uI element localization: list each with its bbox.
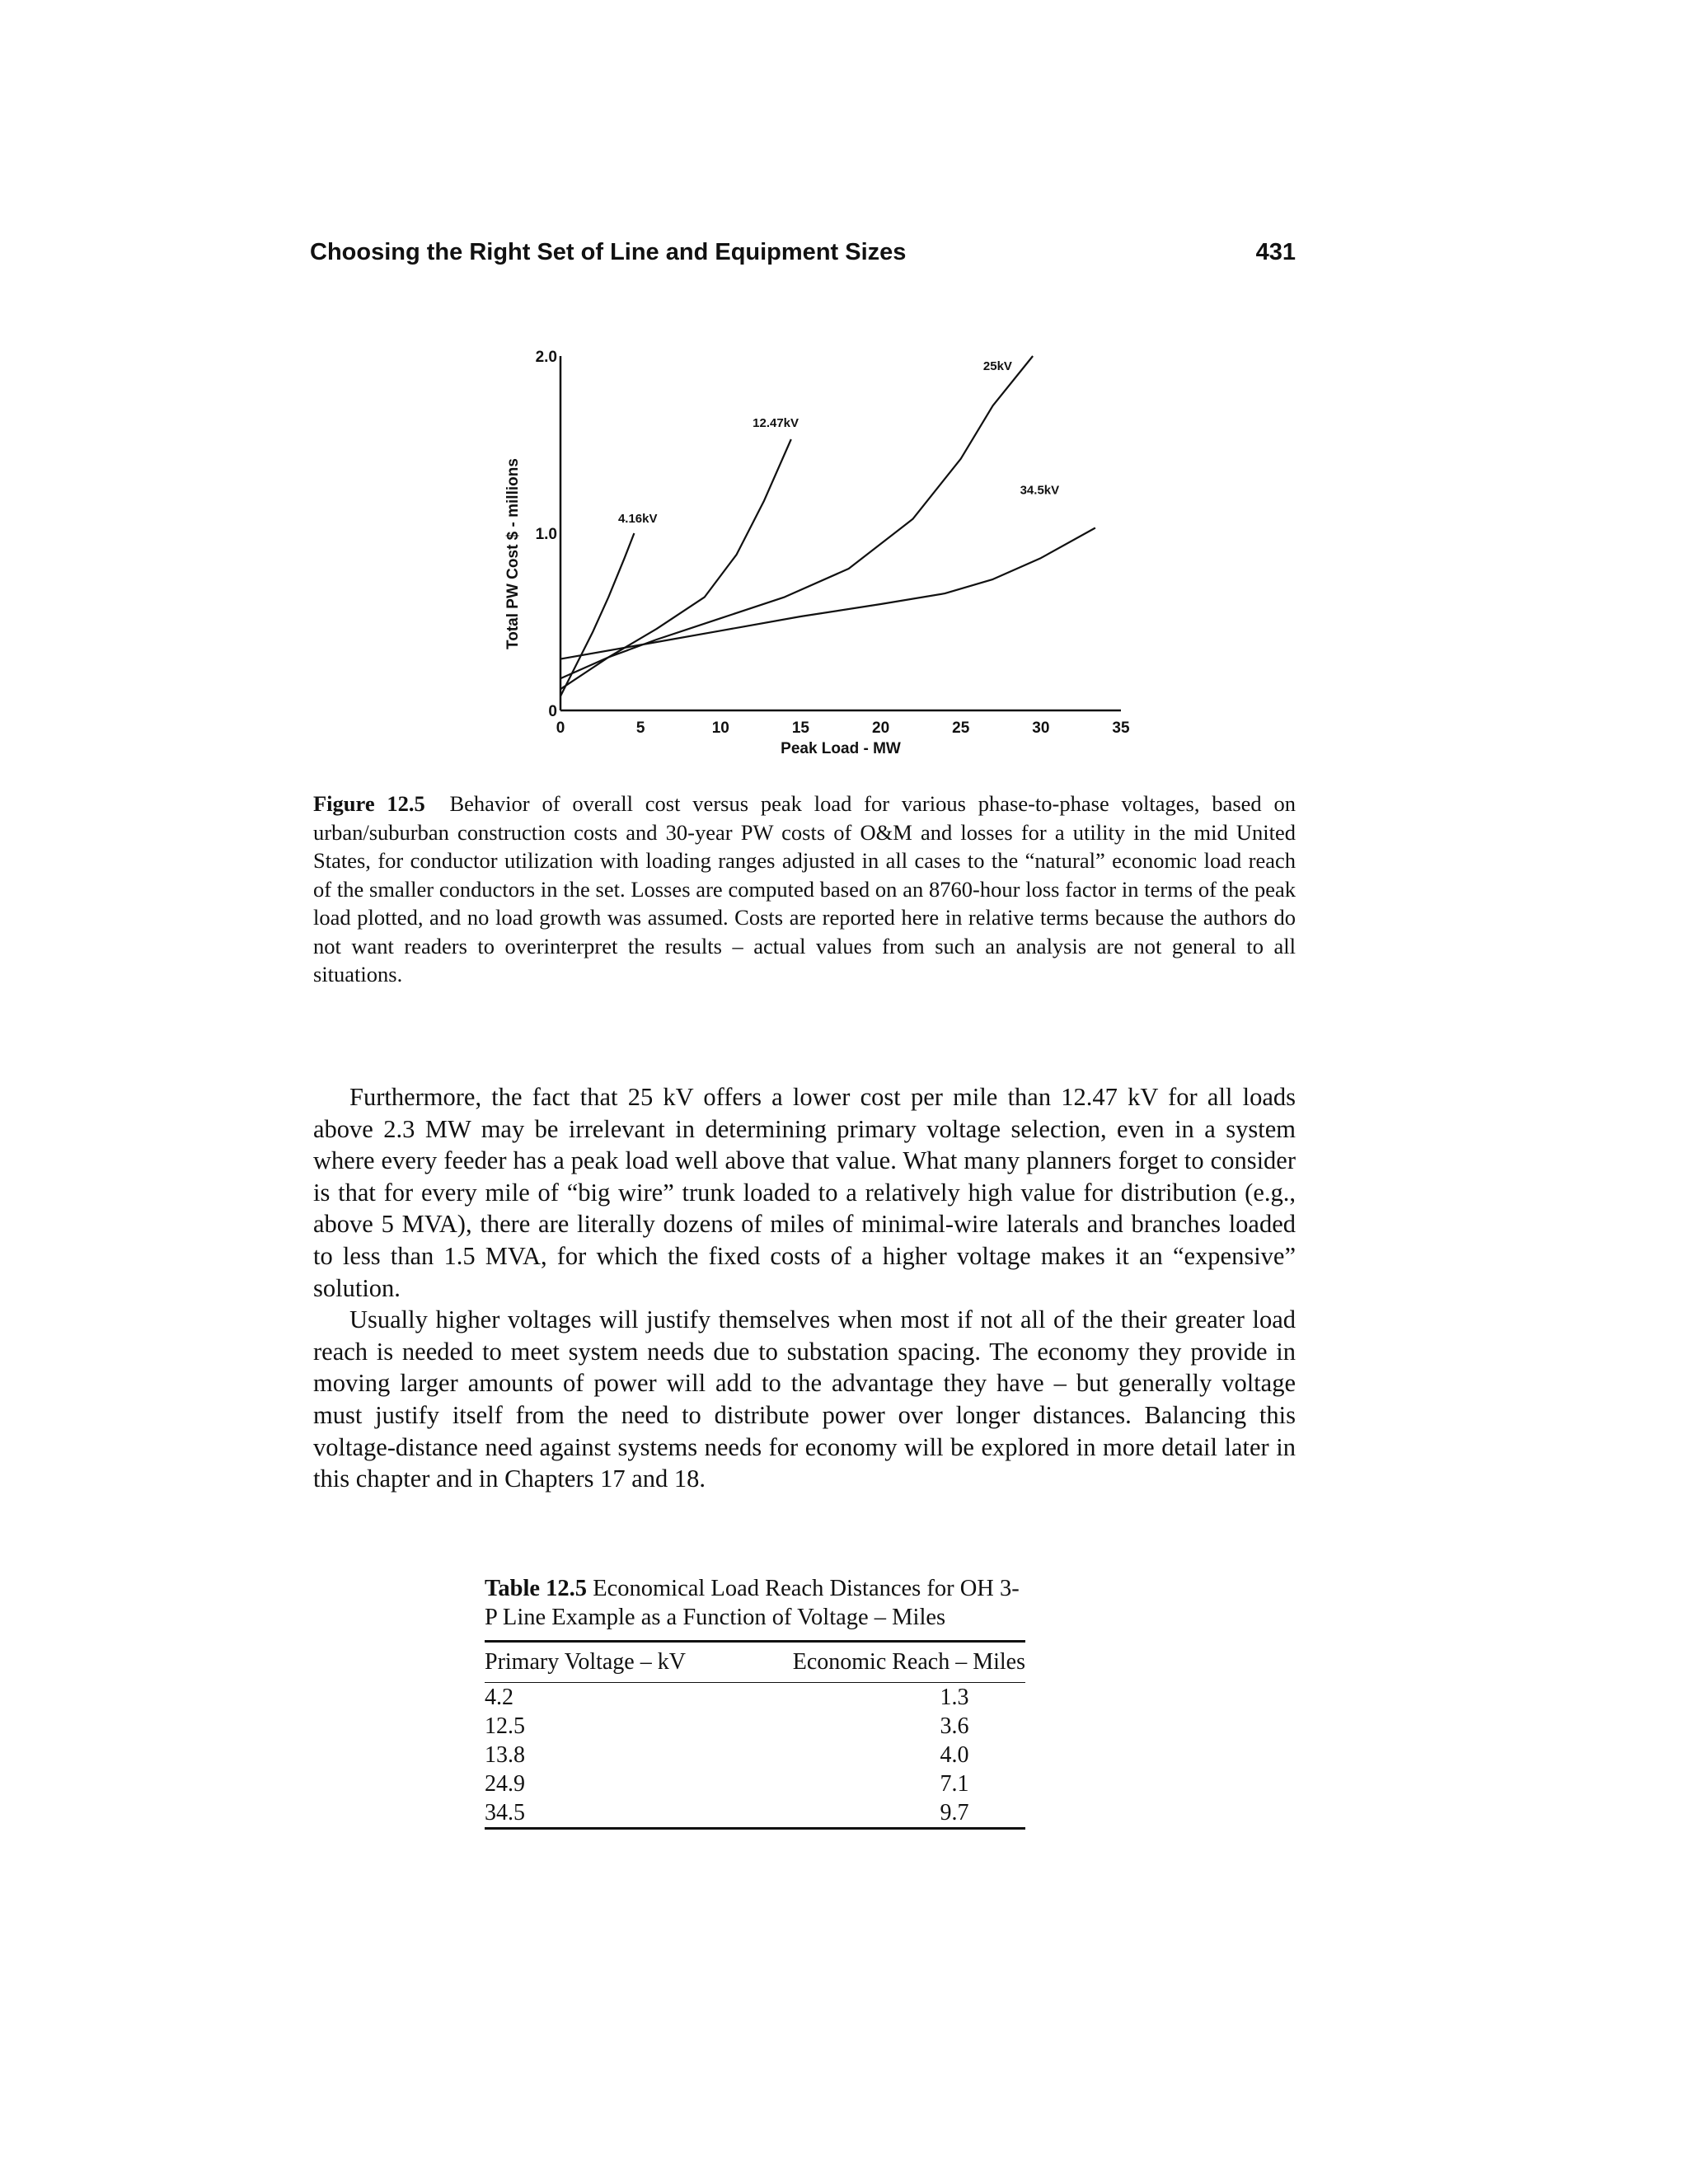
table-cell-reach: 1.3 [940,1685,969,1710]
x-tick-label: 30 [1032,719,1050,737]
table-12-5 [485,1574,1025,1830]
table-bottom-rule [485,1827,1025,1830]
body-paragraph: Usually higher voltages will justify themselves when most if not all of the their greater load reach is needed to meet system needs due to substation spacing. The economy they provide in moving larger amounts of power will add to the advantage they have – but generally voltage must justify itself from the need to distribute power over longer distances. Balancing this voltage-distance need against systems needs for economy will be explored in more detail later in this chapter and in Chapters 17 and 18. [313,1305,1296,1493]
table-row [485,1741,1025,1769]
series-annotation: 34.5kV [1020,483,1060,498]
figure-caption-text: Behavior of overall cost versus peak load for various phase-to-phase voltages, based on urban/suburban construction costs and 30-year PW costs of O&M and losses for a utility in the mid United States, for conductor utilization with loading ranges adjusted in all cases to the “natural” economic load reach of the smaller conductors in the set. Losses are computed based on an 8760-hour loss factor in terms of the peak load plotted, and no load growth was assumed. Costs are reported here in relative terms because the authors do not want readers to overinterpret the results – actual values from such an analysis are not general to all situations. [313,791,1296,987]
table-label: Table 12.5 [485,1576,588,1601]
cost-vs-load-chart [0,0,1688,791]
chart-series [560,356,1095,696]
x-axis-label: Peak Load - MW [781,740,901,757]
table-cell-reach: 9.7 [940,1800,969,1825]
column-header-voltage: Primary Voltage – kV [485,1649,686,1675]
chart-ticks [536,349,1130,737]
column-header-reach: Economic Reach – Miles [792,1649,1025,1675]
table-cell-reach: 7.1 [940,1771,969,1797]
series-annotation: 12.47kV [753,416,799,430]
table-row [485,1798,1025,1827]
figure-caption [313,790,1296,989]
running-header-title: Choosing the Right Set of Line and Equipment Sizes [310,239,907,265]
series-annotation: 25kV [982,359,1012,374]
economic-reach-table [485,1643,1025,1827]
series-annotation: 4.16kV [617,512,658,527]
table-header-row [485,1643,1025,1683]
body-paragraph: Furthermore, the fact that 25 kV offers a lower cost per mile than 12.47 kV for all loads above 2.3 MW may be irrelevant in determining primary voltage selection, even in a system where every feeder has a peak load well above that value. What many planners forget to consider is that for every mile of “big wire” trunk loaded to a relatively high value for distribution (e.g., above 5 MVA), there are literally dozens of miles of minimal-wire laterals and branches loaded to less than 1.5 MVA, for which the fixed costs of a higher voltage makes it an “expensive” solution. [313,1083,1296,1302]
chart-axes [560,356,1121,710]
series-line [560,439,791,689]
table-row [485,1712,1025,1741]
table-cell-voltage: 13.8 [485,1742,525,1768]
y-tick-label: 1.0 [535,526,557,543]
table-cell-voltage: 4.2 [485,1685,513,1710]
x-tick-label: 10 [711,719,729,737]
table-cell-reach: 4.0 [940,1742,969,1768]
y-tick-label: 2.0 [535,349,557,366]
table-cell-voltage: 24.9 [485,1771,525,1797]
table-row [485,1683,1025,1713]
x-tick-label: 0 [556,719,565,737]
table-cell-reach: 3.6 [940,1713,969,1739]
table-title [485,1574,1025,1632]
figure-label: Figure 12.5 [313,791,425,816]
table-cell-voltage: 34.5 [485,1800,525,1825]
table-title-text: Economical Load Reach Distances for OH 3-P Line Example as a Function of Voltage – Miles [485,1576,1020,1630]
x-tick-label: 20 [872,719,890,737]
x-tick-label: 25 [952,719,970,737]
series-line [560,533,634,696]
body-text [313,1081,1296,1495]
x-tick-label: 5 [635,719,645,737]
table-cell-voltage: 12.5 [485,1713,525,1739]
x-tick-label: 35 [1112,719,1130,737]
page-number: 431 [1255,239,1296,265]
chart-labels [504,359,1059,757]
x-tick-label: 15 [791,719,809,737]
y-tick-label: 0 [548,703,557,720]
table-row [485,1769,1025,1798]
y-axis-label: Total PW Cost $ - millions [504,458,522,649]
